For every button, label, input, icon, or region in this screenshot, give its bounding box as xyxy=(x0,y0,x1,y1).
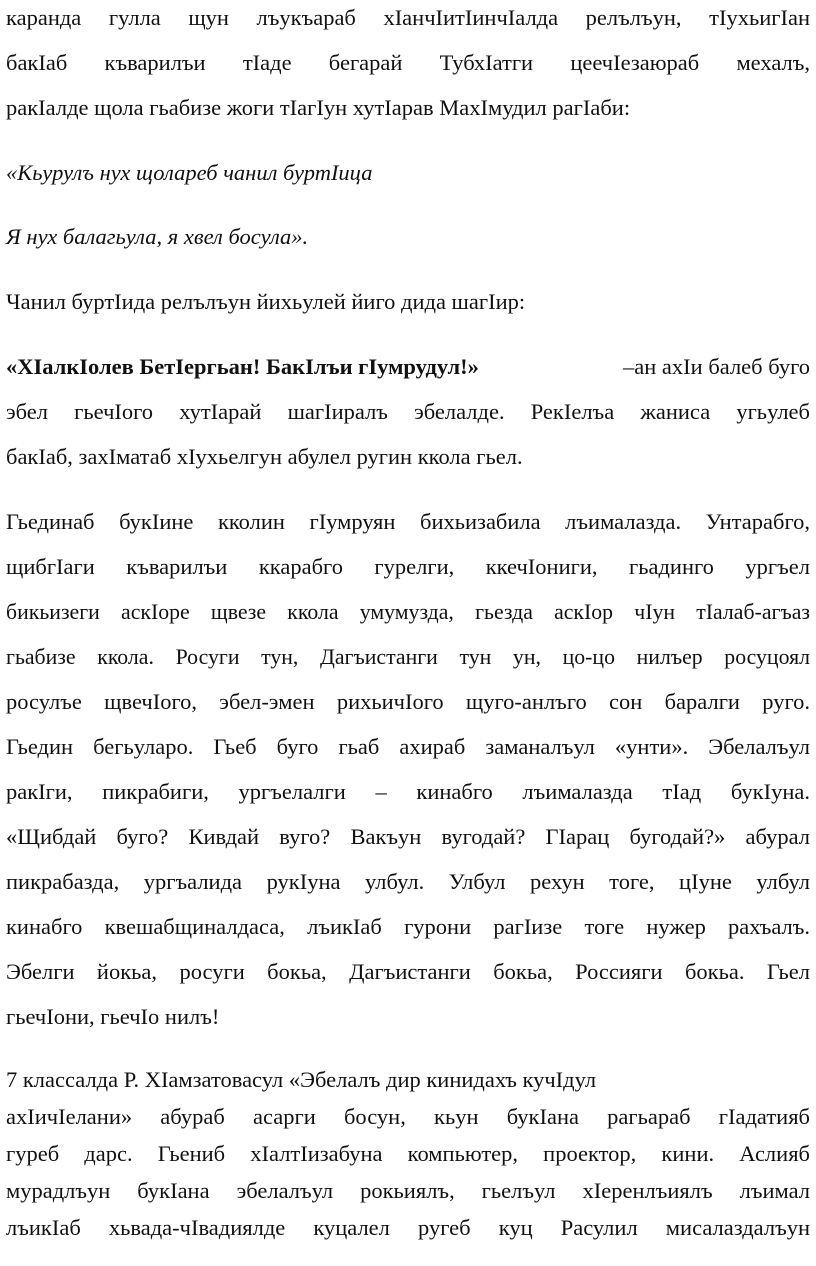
paragraph-4-line-5: росулъе щвечIого, эбел-эмен рихьичIого щуго-анлъго сон баралги руго. xyxy=(6,689,810,714)
paragraph-4-line-6: Гьедин бегьуларо. Гьеб буго гьаб ахираб заманалъул «унти». Эбелалъул xyxy=(6,734,810,759)
paragraph-4-line-10: кинабго квешабщиналдаса, лъикIаб гурони рагIизе тоге нужер рахъалъ. xyxy=(6,914,810,939)
paragraph-1-line-2: бакIаб къварилъи тIаде бегарай ТубхIатги цеечIезаюраб мехалъ, xyxy=(6,50,810,75)
paragraph-5-line-1: 7 классалда Р. ХIамзатовасул «Эбелалъ дир кинидахъ кучIдул xyxy=(6,1067,597,1092)
paragraph-2-line-1: Чанил буртIида релълъун йихьулей йиго дида шагIир: xyxy=(6,289,526,314)
paragraph-4-line-9: пикрабазда, ургъалида рукIуна улбул. Улбул рехун тоге, цIуне улбул xyxy=(6,869,810,894)
paragraph-4-line-3: бикьизеги аскIоре щвезе ккола умумузда, гьезда аскIор чIун тIалаб-агъаз xyxy=(6,600,810,624)
paragraph-3-line-3: бакIаб, захIматаб хIухьелгун абулел ругин ккола гьел. xyxy=(6,444,523,469)
paragraph-3-line-2: эбел гьечIого хутIарай шагIиралъ эбелалде. РекIелъа жаниса угьулеб xyxy=(6,399,810,424)
paragraph-3-line-1-rest: –ан ахIи балеб буго xyxy=(617,354,810,379)
paragraph-5-line-3: гуреб дарс. Гьениб хIалтIизабуна компьютер, проектор, кини. Аслияб xyxy=(6,1141,810,1166)
paragraph-3-line-1 xyxy=(6,352,810,382)
poem-line-2: Я нух балагьула, я хвел босула». xyxy=(6,224,309,249)
paragraph-4-line-1: Гьединаб букIине кколин гIумруян бихьизабила лъималазда. Унтарабго, xyxy=(6,509,810,534)
paragraph-4-line-7: ракIги, пикрабиги, ургъелалги – кинабго лъималазда тIад букIуна. xyxy=(6,779,810,804)
paragraph-4-line-4: гьабизе ккола. Росуги тун, Дагъистанги тун ун, цо-цо нилъер росуцоял xyxy=(6,645,810,669)
paragraph-1-line-3: ракIалде щола гьабизе жоги тIагIун хутIарав МахIмудил рагIаби: xyxy=(6,95,631,120)
paragraph-4-line-11: Эбелги йокьа, росуги бокьа, Дагъистанги бокьа, Россияги бокьа. Гьел xyxy=(6,959,810,984)
paragraph-1-line-1: каранда гулла щун лъукъараб хIанчIитIинчIалда релълъун, тIухьигIан xyxy=(6,5,810,30)
paragraph-4-line-12: гьечIони, гьечIо нилъ! xyxy=(6,1004,220,1029)
paragraph-4-line-8: «Щибдай буго? Кивдай вуго? Вакъун вугодай? ГIарац бугодай?» абурал xyxy=(6,824,810,849)
paragraph-5-line-4: мурадлъун букIана эбелалъул рокьиялъ, гьелъул хIеренлъиялъ лъимал xyxy=(6,1178,810,1203)
paragraph-5-line-2: ахIичIелани» абураб асарги босун, кьун букIана рагьараб гIадатияб xyxy=(6,1104,810,1129)
paragraph-5-line-5: лъикIаб хьвада-чIвадиялде куцалел ругеб куц Расулил мисалаздалъун xyxy=(6,1215,810,1240)
bold-quote: «ХIалкIолев БетIергьан! БакIлъи гIумрудул!» xyxy=(6,354,479,379)
paragraph-4-line-2: щибгIаги къварилъи ккарабго гурелги, ккечIониги, гьадинго ургъел xyxy=(6,554,810,579)
poem-line-1: «Кьурулъ нух щолареб чанил буртIица xyxy=(6,160,373,185)
